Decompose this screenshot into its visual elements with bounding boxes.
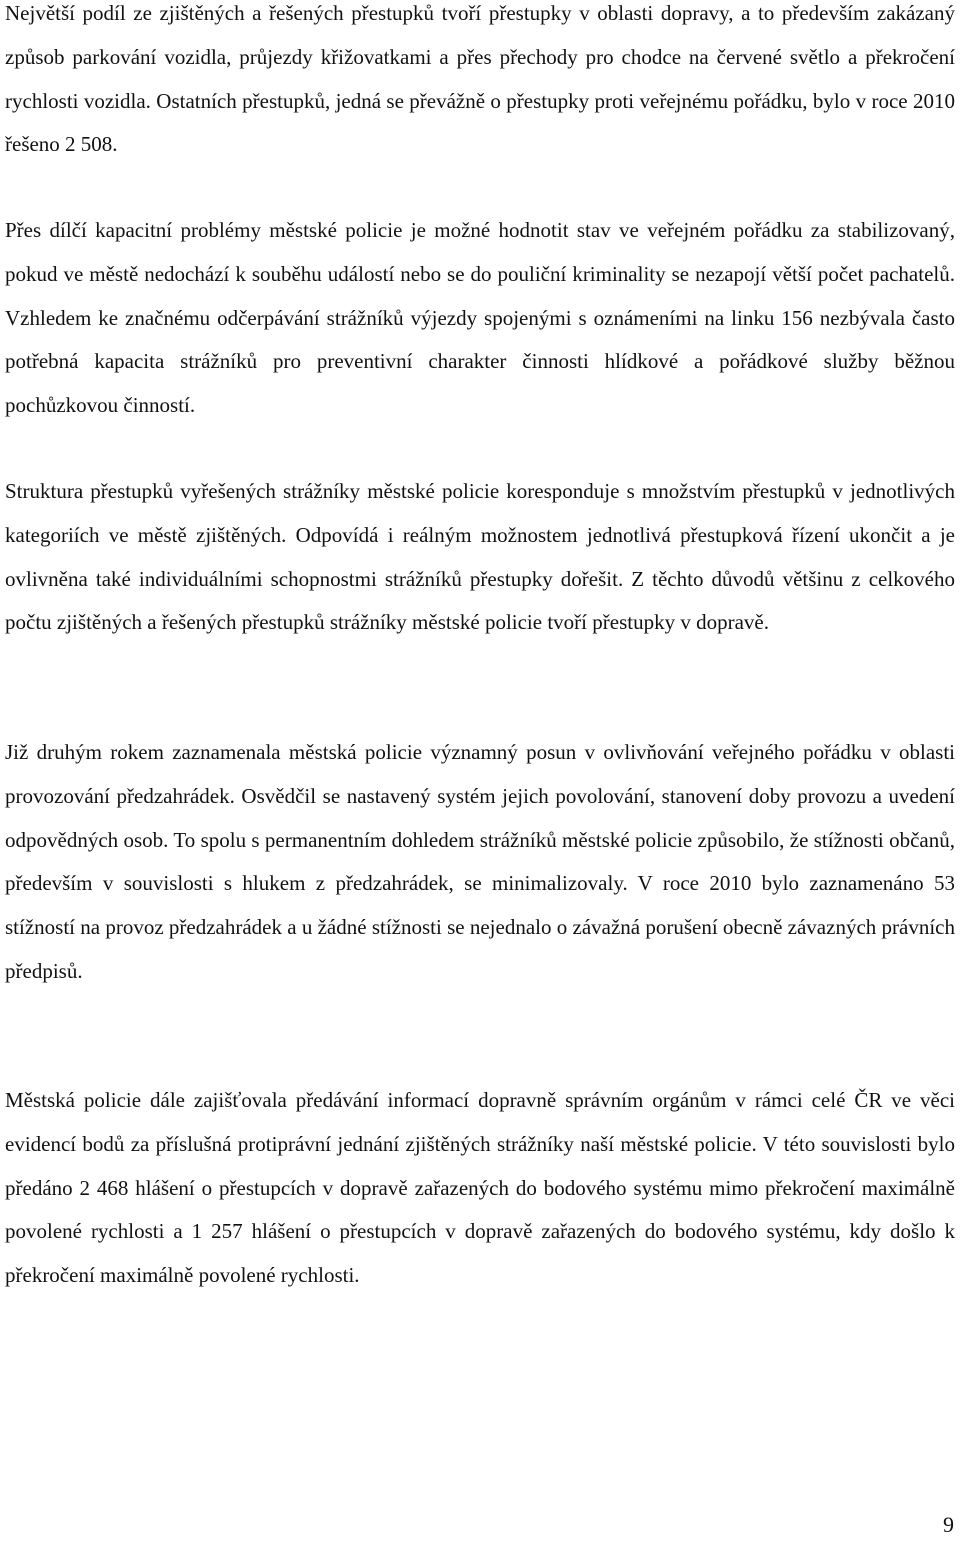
page-number: 9 <box>943 1512 954 1537</box>
paragraph-traffic-offenses: Největší podíl ze zjištěných a řešených přestupků tvoří přestupky v oblasti dopravy, a to především zakázaný způsob parkování vozidla, průjezdy křižovatkami a přes přechody pro chodce na červené světlo a překročení rychlosti vozidla. Ostatních přestupků, jedná se převážně o přestupky proti veřejnému pořádku, bylo v roce 2010 řešeno 2 508. <box>5 1 955 157</box>
paragraph-front-gardens: Již druhým rokem zaznamenala městská policie významný posun v ovlivňování veřejného pořádku v oblasti provozování předzahrádek. Osvědčil se nastavený systém jejich povolování, stanovení doby provozu a uvedení odpovědných osob. To spolu s permanentním dohledem strážníků městské policie způsobilo, že stížnosti občanů, především v souvislosti s hlukem z předzahrádek, se minimalizovaly. V roce 2010 bylo zaznamenáno 53 stížností na provoz předzahrádek a u žádné stížnosti se nejednalo o závažná porušení obecně závazných právních předpisů. <box>5 740 955 983</box>
paragraph-offense-structure: Struktura přestupků vyřešených strážníky městské policie koresponduje s množstvím přestupků v jednotlivých kategoriích ve městě zjištěných. Odpovídá i reálným možnostem jednotlivá přestupková řízení ukončit a je ovlivněna také individuálními schopnostmi strážníků přestupky dořešit. Z těchto důvodů většinu z celkového počtu zjištěných a řešených přestupků strážníky městské policie tvoří přestupky v dopravě. <box>5 479 955 635</box>
paragraph-point-system-reports: Městská policie dále zajišťovala předávání informací dopravně správním orgánům v rámci celé ČR ve věci evidencí bodů za příslušná protiprávní jednání zjištěných strážníky naší městské policie. V této souvislosti bylo předáno 2 468 hlášení o přestupcích v dopravě zařazených do bodového systému mimo překročení maximálně povolené rychlosti a 1 257 hlášení o přestupcích v dopravě zařazených do bodového systému, kdy došlo k překročení maximálně povolené rychlosti. <box>5 1088 955 1288</box>
paragraph-capacity-problems: Přes dílčí kapacitní problémy městské policie je možné hodnotit stav ve veřejném pořádku za stabilizovaný, pokud ve městě nedochází k souběhu událostí nebo se do pouliční kriminality se nezapojí větší počet pachatelů. Vzhledem ke značnému odčerpávání strážníků výjezdy spojenými s oznámeními na linku 156 nezbývala často potřebná kapacita strážníků pro preventivní charakter činnosti hlídkové a pořádkové služby běžnou pochůzkovou činností. <box>5 218 955 418</box>
